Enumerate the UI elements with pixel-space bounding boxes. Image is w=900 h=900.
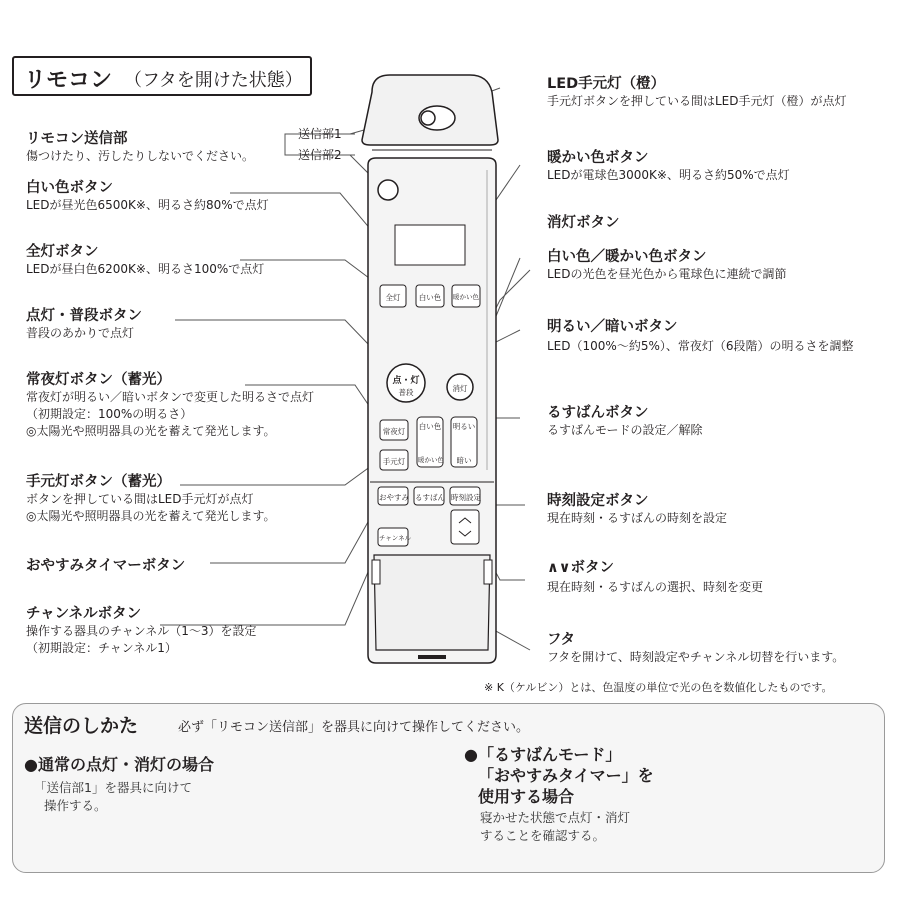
header-title-sub: （フタを開けた状態） — [124, 70, 303, 91]
remote-night-button[interactable]: 常夜灯 — [382, 427, 406, 436]
remote-off-button[interactable]: 消灯 — [452, 384, 468, 393]
bright-desc: LED（100%～約5%）、常夜灯（6段階）の明るさを調整 — [547, 339, 854, 353]
remote-clock-button[interactable]: 時刻設定 — [451, 493, 481, 502]
warm-desc: LEDが電球色3000K※、明るさ約50%で点灯 — [547, 168, 790, 182]
remote-dark-button[interactable]: 暗い — [456, 456, 472, 465]
case2-heading1: ●「るすばんモード」 — [464, 745, 622, 764]
night-desc3: ◎太陽光や照明器具の光を蓄えて発光します。 — [26, 424, 276, 438]
led-hand-title: LED手元灯（橙） — [547, 76, 666, 92]
remote-sleep-button[interactable]: おやすみ — [379, 493, 409, 502]
lid-desc: フタを開けて、時刻設定やチャンネル切替を行います。 — [547, 650, 845, 664]
rusuban-title: るすばんボタン — [547, 405, 649, 421]
updown-title: ∧∨ボタン — [547, 560, 615, 576]
remote-full-button[interactable]: 全灯 — [385, 293, 401, 302]
hand-desc1: ボタンを押している間はLED手元灯が点灯 — [26, 492, 254, 506]
remote-warm-button[interactable]: 暖かい色 — [453, 293, 479, 301]
remote-white-button[interactable]: 白い色 — [418, 293, 442, 302]
normal-title: 点灯・普段ボタン — [26, 308, 142, 324]
channel-title: チャンネルボタン — [26, 606, 142, 622]
bright-title: 明るい／暗いボタン — [547, 319, 678, 335]
case1-line1: 「送信部1」を器具に向けて — [34, 780, 192, 795]
white-title: 白い色ボタン — [26, 180, 113, 196]
footnote: ※ K（ケルビン）とは、色温度の単位で光の色を数値化したものです。 — [484, 681, 833, 694]
header-title-main: リモコン — [24, 68, 113, 93]
channel-desc1: 操作する器具のチャンネル（1～3）を設定 — [26, 624, 257, 638]
white-desc: LEDが昼光色6500K※、明るさ約80%で点灯 — [26, 198, 269, 212]
warm-title: 暖かい色ボタン — [547, 150, 649, 166]
sender1-label: 送信部1 — [298, 127, 342, 141]
remote-rusuban-button[interactable]: るすばん — [415, 493, 445, 502]
lid-title: フタ — [547, 632, 575, 648]
channel-desc2: （初期設定：チャンネル1） — [26, 641, 177, 655]
case2-line2: することを確認する。 — [480, 828, 606, 843]
hand-desc2: ◎太陽光や照明器具の光を蓄えて発光します。 — [26, 509, 276, 523]
remote-bright-button[interactable]: 明るい — [452, 422, 476, 431]
rusuban-desc: るすばんモードの設定／解除 — [547, 423, 703, 437]
send-title: 送信のしかた — [24, 715, 139, 737]
send-instruction: 必ず「リモコン送信部」を器具に向けて操作してください。 — [178, 720, 530, 735]
remote-hand-button[interactable]: 手元灯 — [382, 457, 406, 466]
normal-desc: 普段のあかりで点灯 — [26, 326, 135, 340]
transmitter-title: リモコン送信部 — [26, 131, 128, 147]
case2-line1: 寝かせた状態で点灯・消灯 — [480, 810, 631, 825]
remote-on-button[interactable]: 点・灯 — [392, 376, 420, 386]
case2-heading3: 使用する場合 — [478, 787, 575, 806]
night-desc2: （初期設定：100%の明るさ） — [26, 407, 193, 421]
whitewarm-desc: LEDの光色を昼光色から電球色に連続で調節 — [547, 267, 787, 281]
transmitter-desc: 傷つけたり、汚したりしないでください。 — [26, 149, 255, 163]
full-title: 全灯ボタン — [26, 244, 99, 260]
sleep-title: おやすみタイマーボタン — [26, 558, 186, 574]
updown-desc: 現在時刻・るすばんの選択、時刻を変更 — [547, 580, 764, 594]
whitewarm-title: 白い色／暖かい色ボタン — [547, 249, 707, 265]
clock-title: 時刻設定ボタン — [547, 493, 649, 509]
night-title: 常夜灯ボタン（蓄光） — [26, 372, 171, 388]
case1-heading: ●通常の点灯・消灯の場合 — [24, 755, 214, 774]
night-desc1: 常夜灯が明るい／暗いボタンで変更した明るさで点灯 — [26, 390, 315, 404]
full-desc: LEDが昼白色6200K※、明るさ100%で点灯 — [26, 262, 265, 276]
clock-desc: 現在時刻・るすばんの時刻を設定 — [547, 511, 728, 525]
remote-channel-button[interactable]: チャンネル — [379, 534, 412, 542]
led-hand-desc: 手元灯ボタンを押している間はLED手元灯（橙）が点灯 — [547, 94, 847, 108]
sender2-label: 送信部2 — [298, 148, 342, 162]
remote-on-sub-label: 普段 — [398, 388, 414, 397]
remote-warm2-button[interactable]: 暖かい色 — [418, 456, 444, 464]
off-title: 消灯ボタン — [547, 215, 620, 231]
case1-line2: 操作する。 — [44, 798, 107, 813]
remote-white2-button[interactable]: 白い色 — [418, 422, 442, 431]
case2-heading2: 「おやすみタイマー」を — [478, 766, 654, 785]
hand-title: 手元灯ボタン（蓄光） — [26, 474, 171, 490]
